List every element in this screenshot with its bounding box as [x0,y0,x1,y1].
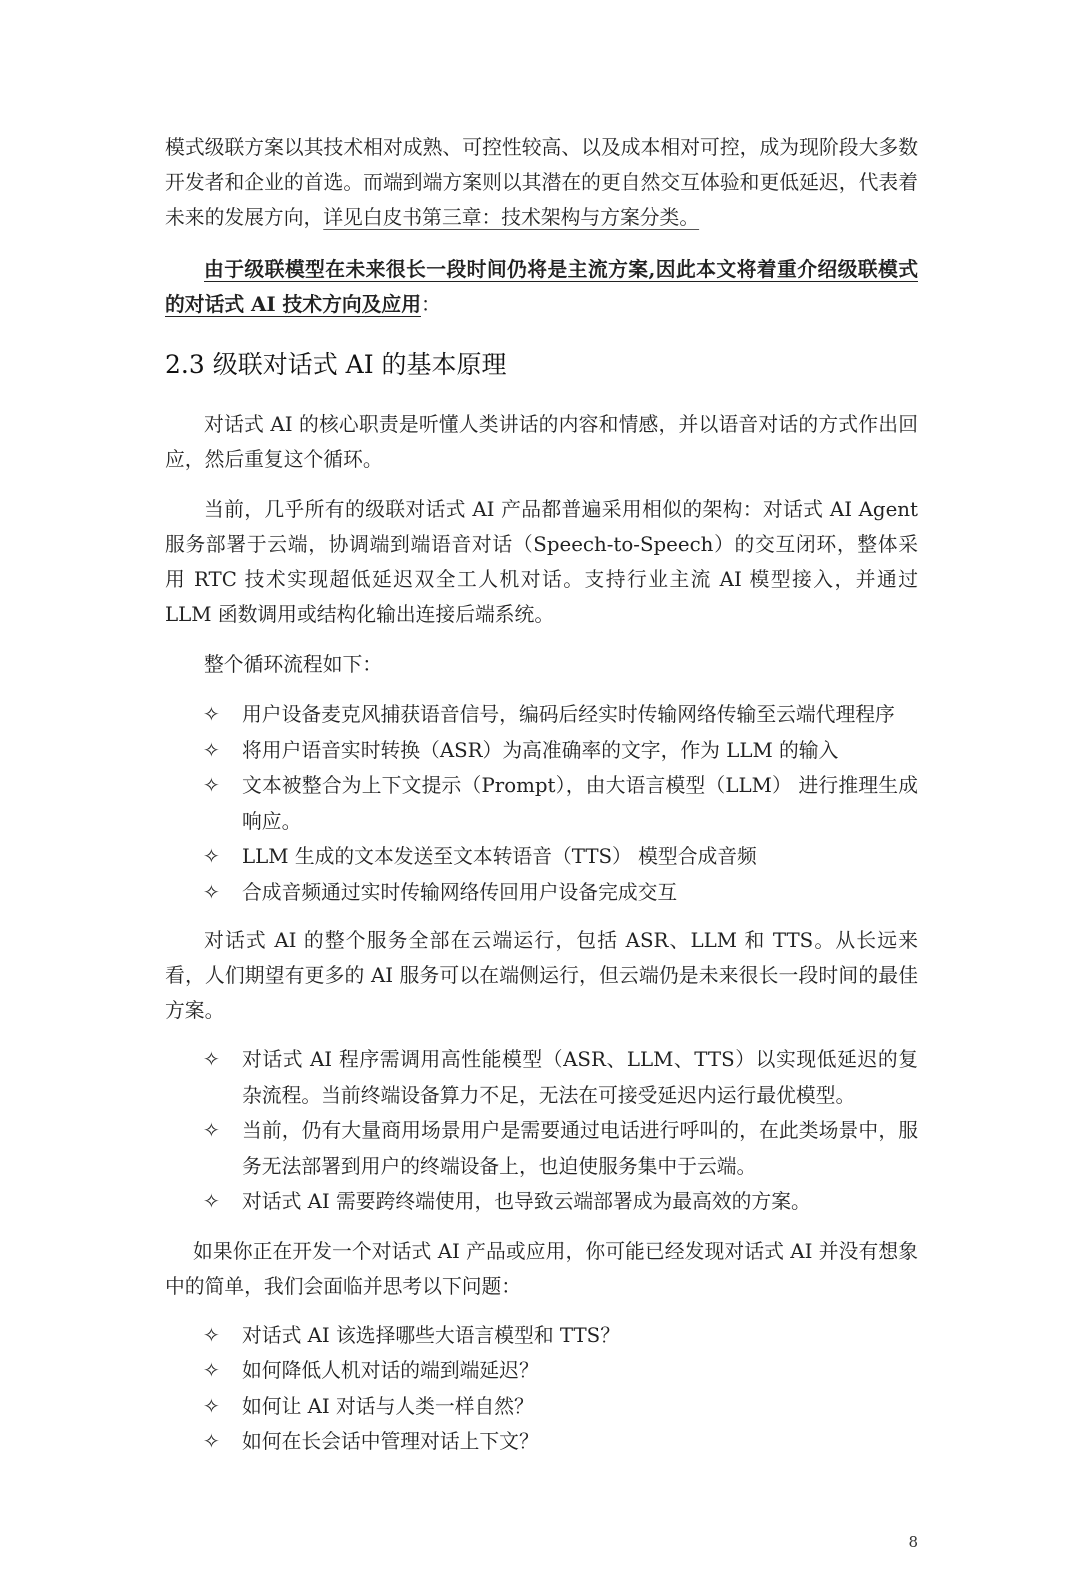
list-item [203,1389,918,1425]
questions-list [165,1318,918,1460]
diamond-bullet-icon: ✧ [203,1119,220,1142]
list-item [203,875,918,911]
paragraph-cloud: 对话式 AI 的整个服务全部在云端运行，包括 ASR、LLM 和 TTS。从长远来看，人们期望有更多的 AI 服务可以在端侧运行，但云端仍是未来很长一段时间的最佳方案。 [165,929,918,1022]
list-item-text: 合成音频通过实时传输网络传回用户设备完成交互 [242,880,678,904]
list-item [203,733,918,769]
list-item [203,1424,918,1460]
list-item-text: 对话式 AI 程序需调用高性能模型（ASR、LLM、TTS）以实现低延迟的复杂流程。当前终端设备算力不足，无法在可接受延迟内运行最优模型。 [242,1048,918,1107]
list-item [203,768,918,839]
list-item-text: 文本被整合为上下文提示（Prompt），由大语言模型（LLM） 进行推理生成响应。 [242,774,918,833]
list-item [203,1113,918,1184]
page-number: 8 [908,1532,918,1551]
section-heading: 2.3 级联对话式 AI 的基本原理 [165,350,507,379]
diamond-bullet-icon: ✧ [203,845,220,868]
paragraph-core-duty: 对话式 AI 的核心职责是听懂人类讲话的内容和情感，并以语音对话的方式作出回应，然后重复这个循环。 [165,413,918,471]
list-item-text: 当前，仍有大量商用场景用户是需要通过电话进行呼叫的，在此类场景中，服务无法部署到用户的终端设备上，也迫使服务集中于云端。 [242,1119,918,1178]
list-item [203,1042,918,1113]
diamond-bullet-icon: ✧ [203,738,220,762]
list-item [203,697,918,733]
list-item-text: 对话式 AI 需要跨终端使用，也导致云端部署成为最高效的方案。 [242,1190,811,1213]
paragraph-emphasis [165,252,918,322]
diamond-bullet-icon: ✧ [203,1048,220,1071]
list-item [203,1184,918,1220]
diamond-bullet-icon: ✧ [203,880,220,904]
list-item [203,839,918,875]
diamond-bullet-icon: ✧ [203,1394,220,1418]
diamond-bullet-icon: ✧ [203,774,220,797]
paragraph-flow-intro: 整个循环流程如下： [204,653,383,676]
diamond-bullet-icon: ✧ [203,1190,220,1213]
paragraph-text: 模式级联方案以其技术相对成熟、可控性较高、以及成本相对可控，成为现阶段大多数开发者和企业的首选。而端到端方案则以其潜在的更自然交互体验和更低延迟，代表着未来的发展方向， [165,136,918,229]
list-item [203,1318,918,1354]
list-item-text: LLM 生成的文本发送至文本转语音（TTS） 模型合成音频 [242,845,757,868]
diamond-bullet-icon: ✧ [203,1323,220,1347]
list-item-text: 如何降低人机对话的端到端延迟？ [242,1359,539,1382]
diamond-bullet-icon: ✧ [203,703,220,726]
list-item-text: 如何让 AI 对话与人类一样自然？ [242,1394,534,1418]
emphasis-tail: ： [420,293,441,316]
emphasis-text: 由于级联模型在未来很长一段时间仍将是主流方案,因此本文将着重介绍级联模式的对话式 AI 技术方向及应用 [165,257,918,316]
list-item [203,1353,918,1389]
paragraph-intro [165,130,918,235]
list-item-text: 对话式 AI 该选择哪些大语言模型和 TTS？ [242,1323,620,1347]
flow-list [165,697,918,910]
list-item-text: 如何在长会话中管理对话上下文？ [242,1430,539,1453]
list-item-text: 将用户语音实时转换（ASR）为高准确率的文字，作为 LLM 的输入 [242,738,839,762]
paragraph-architecture: 当前，几乎所有的级联对话式 AI 产品都普遍采用相似的架构：对话式 AI Agent 服务部署于云端，协调端到端语音对话（Speech-to-Speech）的交互闭环，整体采用 RTC 技术实现超低延迟双全工人机对话。支持行业主流 AI 模型接入，并通过 LLM 函数调用或结构化输出连接后端系统。 [165,498,918,626]
reasons-list [165,1042,918,1220]
paragraph-questions-intro: 如果你正在开发一个对话式 AI 产品或应用，你可能已经发现对话式 AI 并没有想象中的简单，我们会面临并思考以下问题： [165,1239,918,1298]
diamond-bullet-icon: ✧ [203,1359,220,1382]
list-item-text: 用户设备麦克风捕获语音信号，编码后经实时传输网络传输至云端代理程序 [242,703,895,726]
diamond-bullet-icon: ✧ [203,1430,220,1453]
whitepaper-reference-link[interactable]: 详见白皮书第三章：技术架构与方案分类。 [323,206,700,229]
